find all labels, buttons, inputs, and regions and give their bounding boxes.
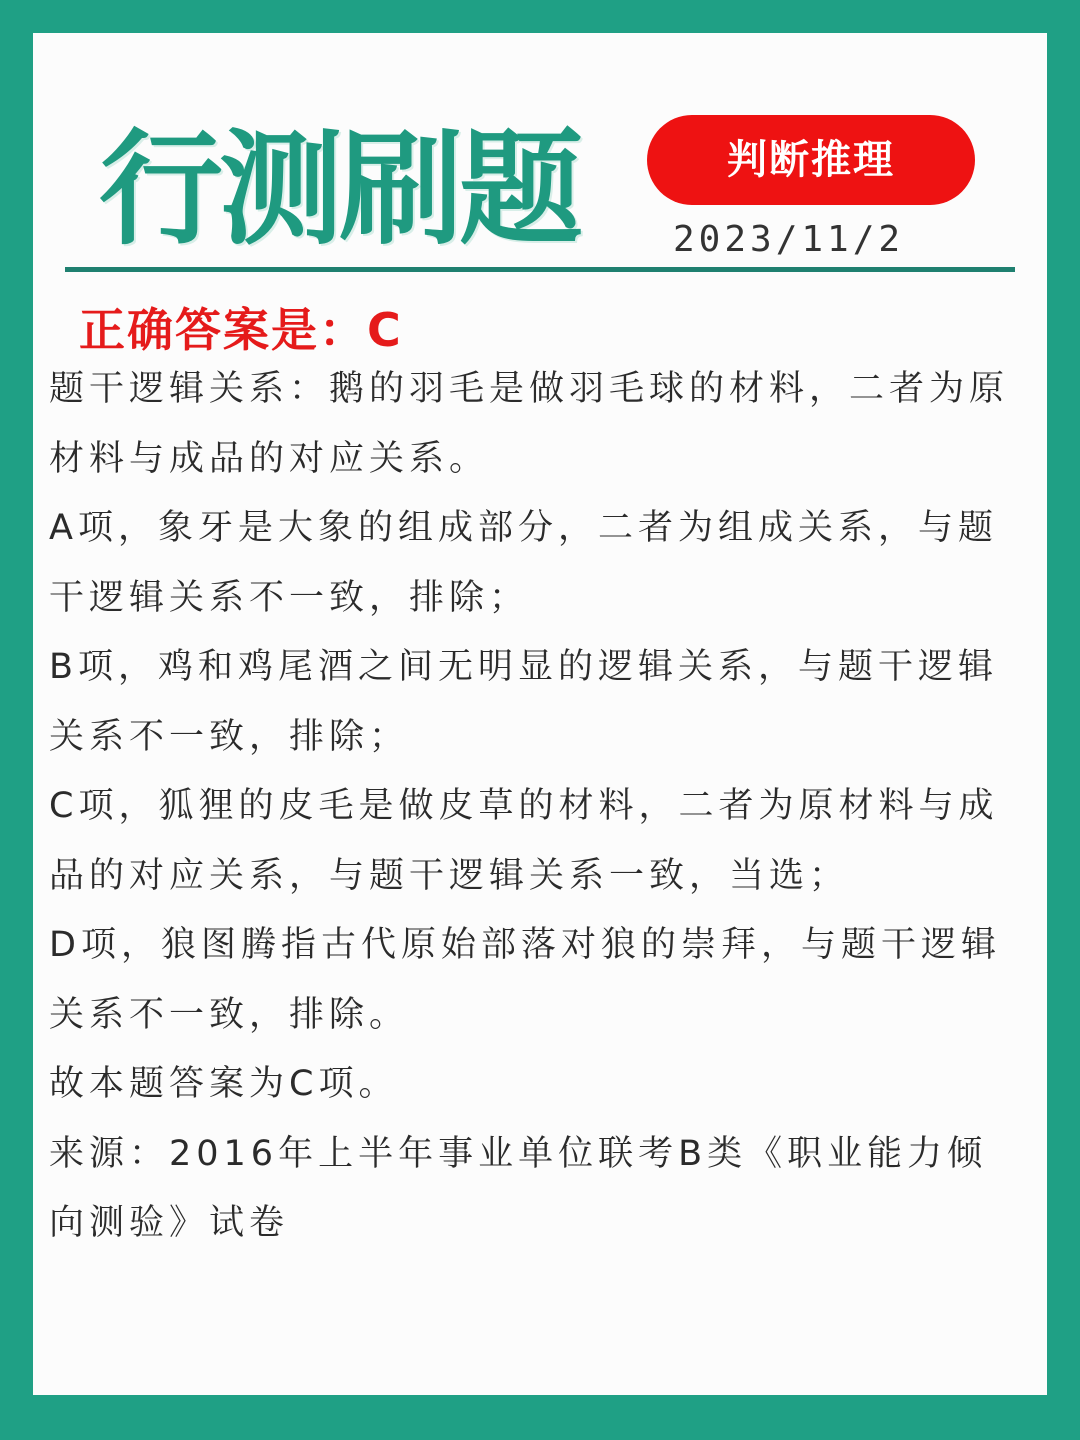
explanation-paragraph-option-b: B项，鸡和鸡尾酒之间无明显的逻辑关系，与题干逻辑关系不一致，排除； — [49, 647, 999, 757]
explanation-paragraph-option-a: A项，象牙是大象的组成部分，二者为组成关系，与题干逻辑关系不一致，排除； — [49, 508, 998, 618]
explanation-paragraph-option-d: D项，狼图腾指古代原始部落对狼的崇拜，与题干逻辑关系不一致，排除。 — [49, 925, 1001, 1035]
date-label: 2023/11/2 — [673, 219, 905, 260]
explanation-paragraph-stem: 题干逻辑关系：鹅的羽毛是做羽毛球的材料，二者为原材料与成品的对应关系。 — [49, 369, 1010, 479]
header-divider — [65, 267, 1015, 272]
explanation-body — [49, 355, 1024, 1259]
content-card — [33, 33, 1047, 1395]
correct-answer-heading: 正确答案是：C — [79, 303, 403, 357]
page-title: 行测刷题 — [99, 118, 580, 262]
explanation-paragraph-conclusion: 故本题答案为C项。 — [49, 1064, 399, 1104]
explanation-paragraph-source: 来源：2016年上半年事业单位联考B类《职业能力倾向测验》试卷 — [49, 1133, 988, 1243]
category-badge: 判断推理 — [647, 115, 975, 205]
explanation-paragraph-option-c: C项，狐狸的皮毛是做皮草的材料，二者为原材料与成品的对应关系，与题干逻辑关系一致，当选； — [49, 786, 999, 896]
